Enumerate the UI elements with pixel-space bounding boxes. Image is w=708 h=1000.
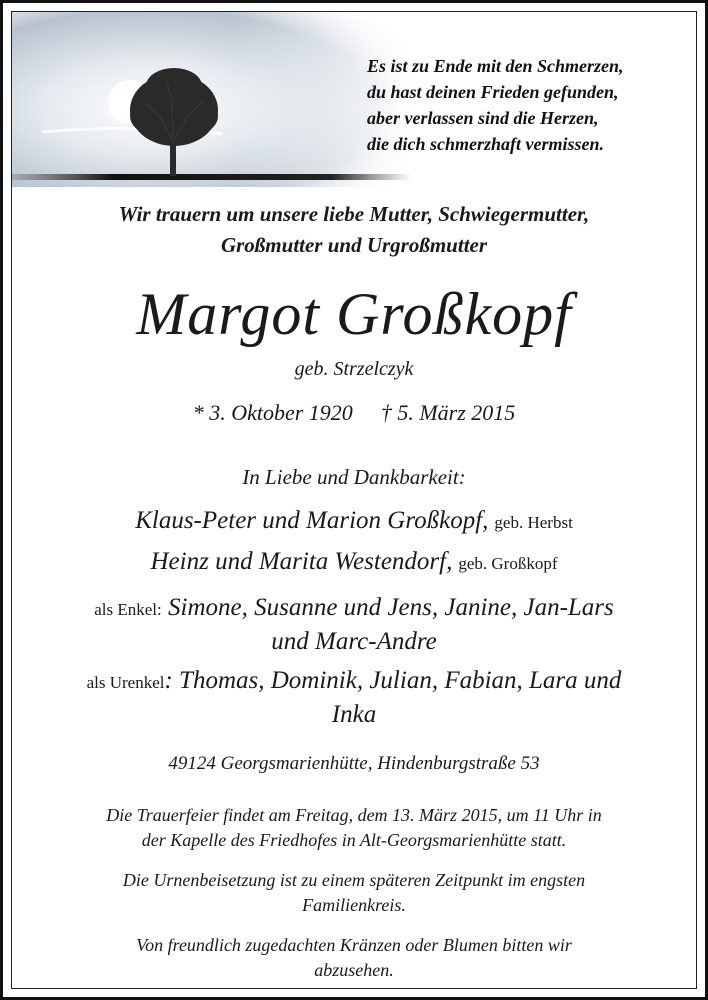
thanks-heading: In Liebe und Dankbarkeit: (242, 465, 466, 489)
poem-line: die dich schmerzhaft vermissen. (367, 134, 604, 154)
maiden-name: geb. Strzelczyk (294, 358, 414, 380)
tree-image (12, 12, 412, 187)
family-note: geb. Herbst (494, 513, 573, 532)
great-grandchildren-lead: als Urenkel (86, 673, 165, 692)
great-grandchildren-names: Inka (331, 701, 377, 728)
family-line (23, 545, 685, 581)
flowers-note (23, 933, 685, 983)
grandchildren-names: und Marc-Andre (271, 628, 437, 655)
life-dates (23, 400, 685, 426)
family-line (23, 504, 685, 540)
tree-illustration (12, 12, 412, 187)
grandchildren-lead: als Enkel: (94, 600, 162, 619)
mourning-intro (23, 199, 685, 261)
note-line: Familienkreis. (302, 895, 406, 915)
great-grandchildren-names: : Thomas, Dominik, Julian, Fabian, Lara und (164, 667, 622, 694)
intro-line: Großmutter und Urgroßmutter (220, 233, 488, 257)
note-line: Die Urnenbeisetzung ist zu einem späteren Zeitpunkt im engsten (122, 870, 586, 890)
grandchildren (23, 592, 685, 658)
family-names: Heinz und Marita Westendorf, (150, 548, 453, 575)
family-note: geb. Großkopf (458, 554, 558, 573)
poem (367, 53, 697, 157)
grandchildren-names: Simone, Susanne und Jens, Janine, Jan-Lars (168, 594, 614, 621)
note-line: abzusehen. (314, 960, 394, 980)
deceased-name: Margot Großkopf (136, 281, 572, 347)
funeral-note (23, 803, 685, 853)
great-grandchildren (23, 665, 685, 731)
birth-date: * 3. Oktober 1920 (192, 400, 353, 425)
intro-line: Wir trauern um unsere liebe Mutter, Schwiegermutter, (118, 202, 590, 226)
poem-line: Es ist zu Ende mit den Schmerzen, (367, 56, 624, 76)
burial-note (23, 868, 685, 918)
family-names: Klaus-Peter und Marion Großkopf, (135, 507, 489, 534)
poem-line: aber verlassen sind die Herzen, (367, 108, 599, 128)
address: 49124 Georgsmarienhütte, Hindenburgstraße 53 (168, 753, 540, 774)
poem-line: du hast deinen Frieden gefunden, (367, 82, 619, 102)
note-line: Die Trauerfeier findet am Freitag, dem 13. März 2015, um 11 Uhr in (106, 805, 602, 825)
death-date: † 5. März 2015 (380, 400, 516, 425)
note-line: der Kapelle des Friedhofes in Alt-Georgsmarienhütte statt. (141, 830, 567, 850)
note-line: Von freundlich zugedachten Kränzen oder Blumen bitten wir (136, 935, 572, 955)
